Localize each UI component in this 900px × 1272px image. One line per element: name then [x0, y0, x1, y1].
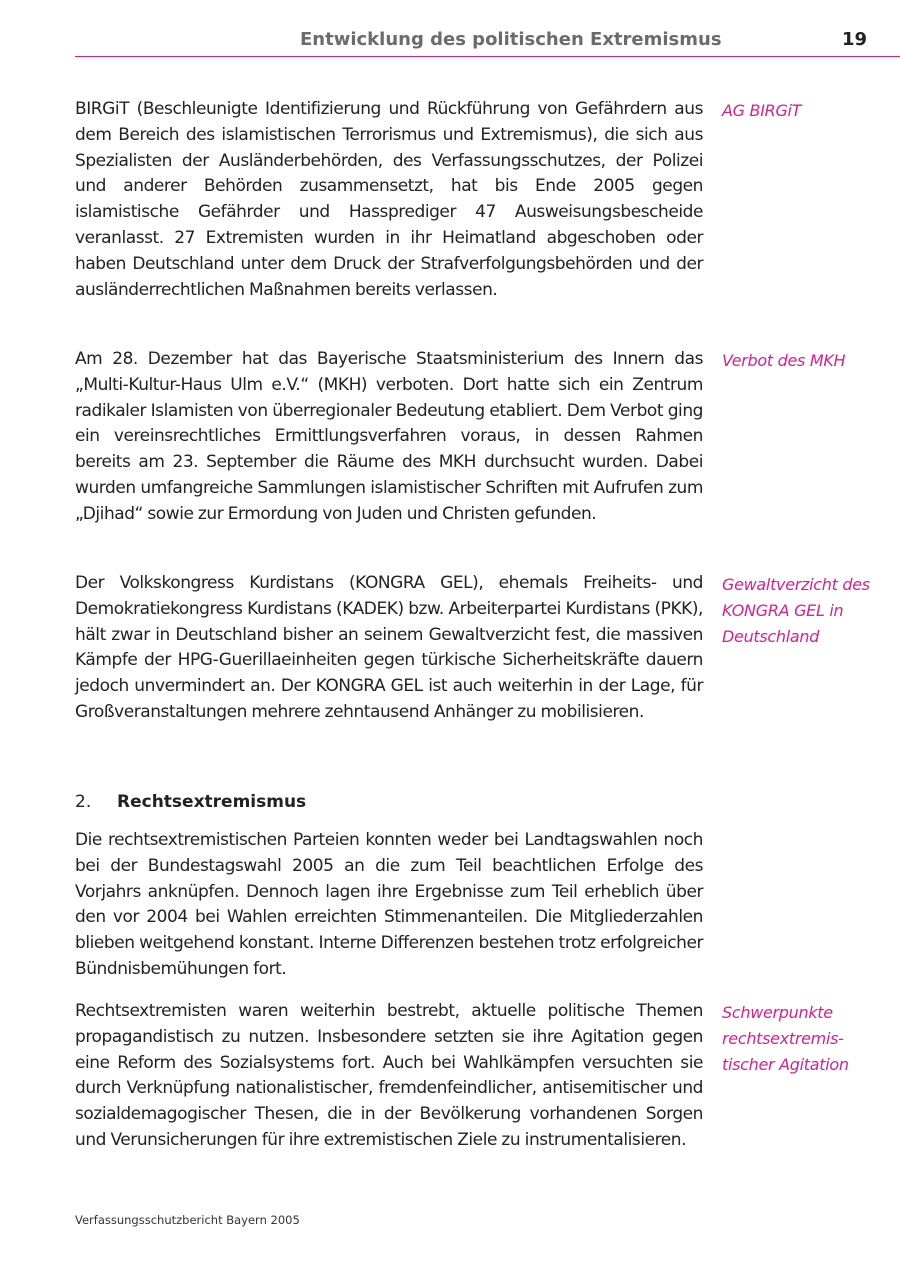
paragraph-mkh — [75, 347, 703, 528]
margin-note-kongra-gel: Gewaltverzicht des KONGRA GEL in Deutschland — [722, 575, 870, 646]
margin-note-mkh: Verbot des MKH — [722, 351, 846, 370]
margin-note-birgit: AG BIRGiT — [722, 101, 802, 120]
paragraph-agitation — [75, 999, 703, 1154]
paragraph-text: BIRGiT (Beschleunigte Identifizierung und Rückführung von Gefährdern aus dem Bereich des islamistischen Terrorismus und Extremismus), die sich aus Spezialisten der Ausländerbehörden, des Verfassungsschutzes, der Polizei und anderer Behörden zusammensetzt, hat bis Ende 2005 gegen islamistische Gefährder und Hassprediger 47 Ausweisungsbescheide veranlasst. 27 Extremisten wurden in ihr Heimatland abgeschoben oder haben Deutschland unter dem Druck der Strafverfolgungsbehörden und der ausländerrechtlichen Maßnahmen bereits verlassen. — [75, 99, 703, 300]
footer-text: Verfassungsschutzbericht Bayern 2005 — [75, 1213, 300, 1227]
paragraph-text: Rechtsextremisten waren weiterhin bestrebt, aktuelle politische Themen propagandistisch zu nutzen. Insbesondere setzten sie ihre Agitation gegen eine Reform des Sozialsystems fort. Auch bei Wahlkämpfen versuchten sie durch Verknüpfung nationalistischer, fremdenfeindlicher, antisemitischer und sozialdemagogischer Thesen, die in der Bevölkerung vorhandenen Sorgen und Verunsicherungen für ihre extremistischen Ziele zu instrumentalisieren. — [75, 1001, 703, 1150]
paragraph-birgit — [75, 97, 703, 303]
page-number: 19 — [841, 29, 867, 50]
paragraph-text: Am 28. Dezember hat das Bayerische Staatsministerium des Innern das „Multi-Kultur-Haus Ulm e.V.“ (MKH) verboten. Dort hatte sich ein Zentrum radikaler Islamisten von überregionaler Bedeutung etabliert. Dem Verbot ging ein vereinsrechtliches Ermittlungsverfahren voraus, in dessen Rahmen bereits am 23. September die Räume des MKH durchsucht wurden. Dabei wurden umfangreiche Sammlungen islamistischer Schriften mit Aufrufen zum „Djihad“ sowie zur Ermordung von Juden und Christen gefunden. — [75, 349, 703, 524]
paragraph-text: Der Volkskongress Kurdistans (KONGRA GEL), ehemals Freiheits- und Demokratiekongress Kurdistans (KADEK) bzw. Arbeiterpartei Kurdistans (PKK), hält zwar in Deutschland bisher an seinem Gewaltverzicht fest, die massiven Kämpfe der HPG-Guerillaeinheiten gegen türkische Sicherheitskräfte dauern jedoch unvermindert an. Der KONGRA GEL ist auch weiterhin in der Lage, für Großveranstaltungen mehrere zehntausend Anhänger zu mobilisieren. — [75, 573, 703, 722]
section-number: 2. — [75, 792, 92, 812]
margin-note-agitation: Schwerpunkte rechtsextremistischer Agitation — [722, 1003, 849, 1074]
paragraph-rechtsextremismus — [75, 828, 703, 983]
section-heading — [75, 789, 306, 815]
header-title: Entwicklung des politischen Extremismus — [300, 29, 722, 50]
paragraph-text: Die rechtsextremistischen Parteien konnten weder bei Landtagswahlen noch bei der Bundestagswahl 2005 an die zum Teil beachtlichen Erfolge des Vorjahrs anknüpfen. Dennoch lagen ihre Ergebnisse zum Teil erheblich über den vor 2004 bei Wahlen erreichten Stimmenanteilen. Die Mitgliederzahlen blieben weitgehend konstant. Interne Differenzen bestehen trotz erfolgreicher Bündnisbemühungen fort. — [75, 830, 703, 979]
paragraph-kongra-gel — [75, 571, 703, 726]
header-rule — [75, 56, 900, 57]
section-title: Rechtsextremismus — [117, 792, 307, 812]
